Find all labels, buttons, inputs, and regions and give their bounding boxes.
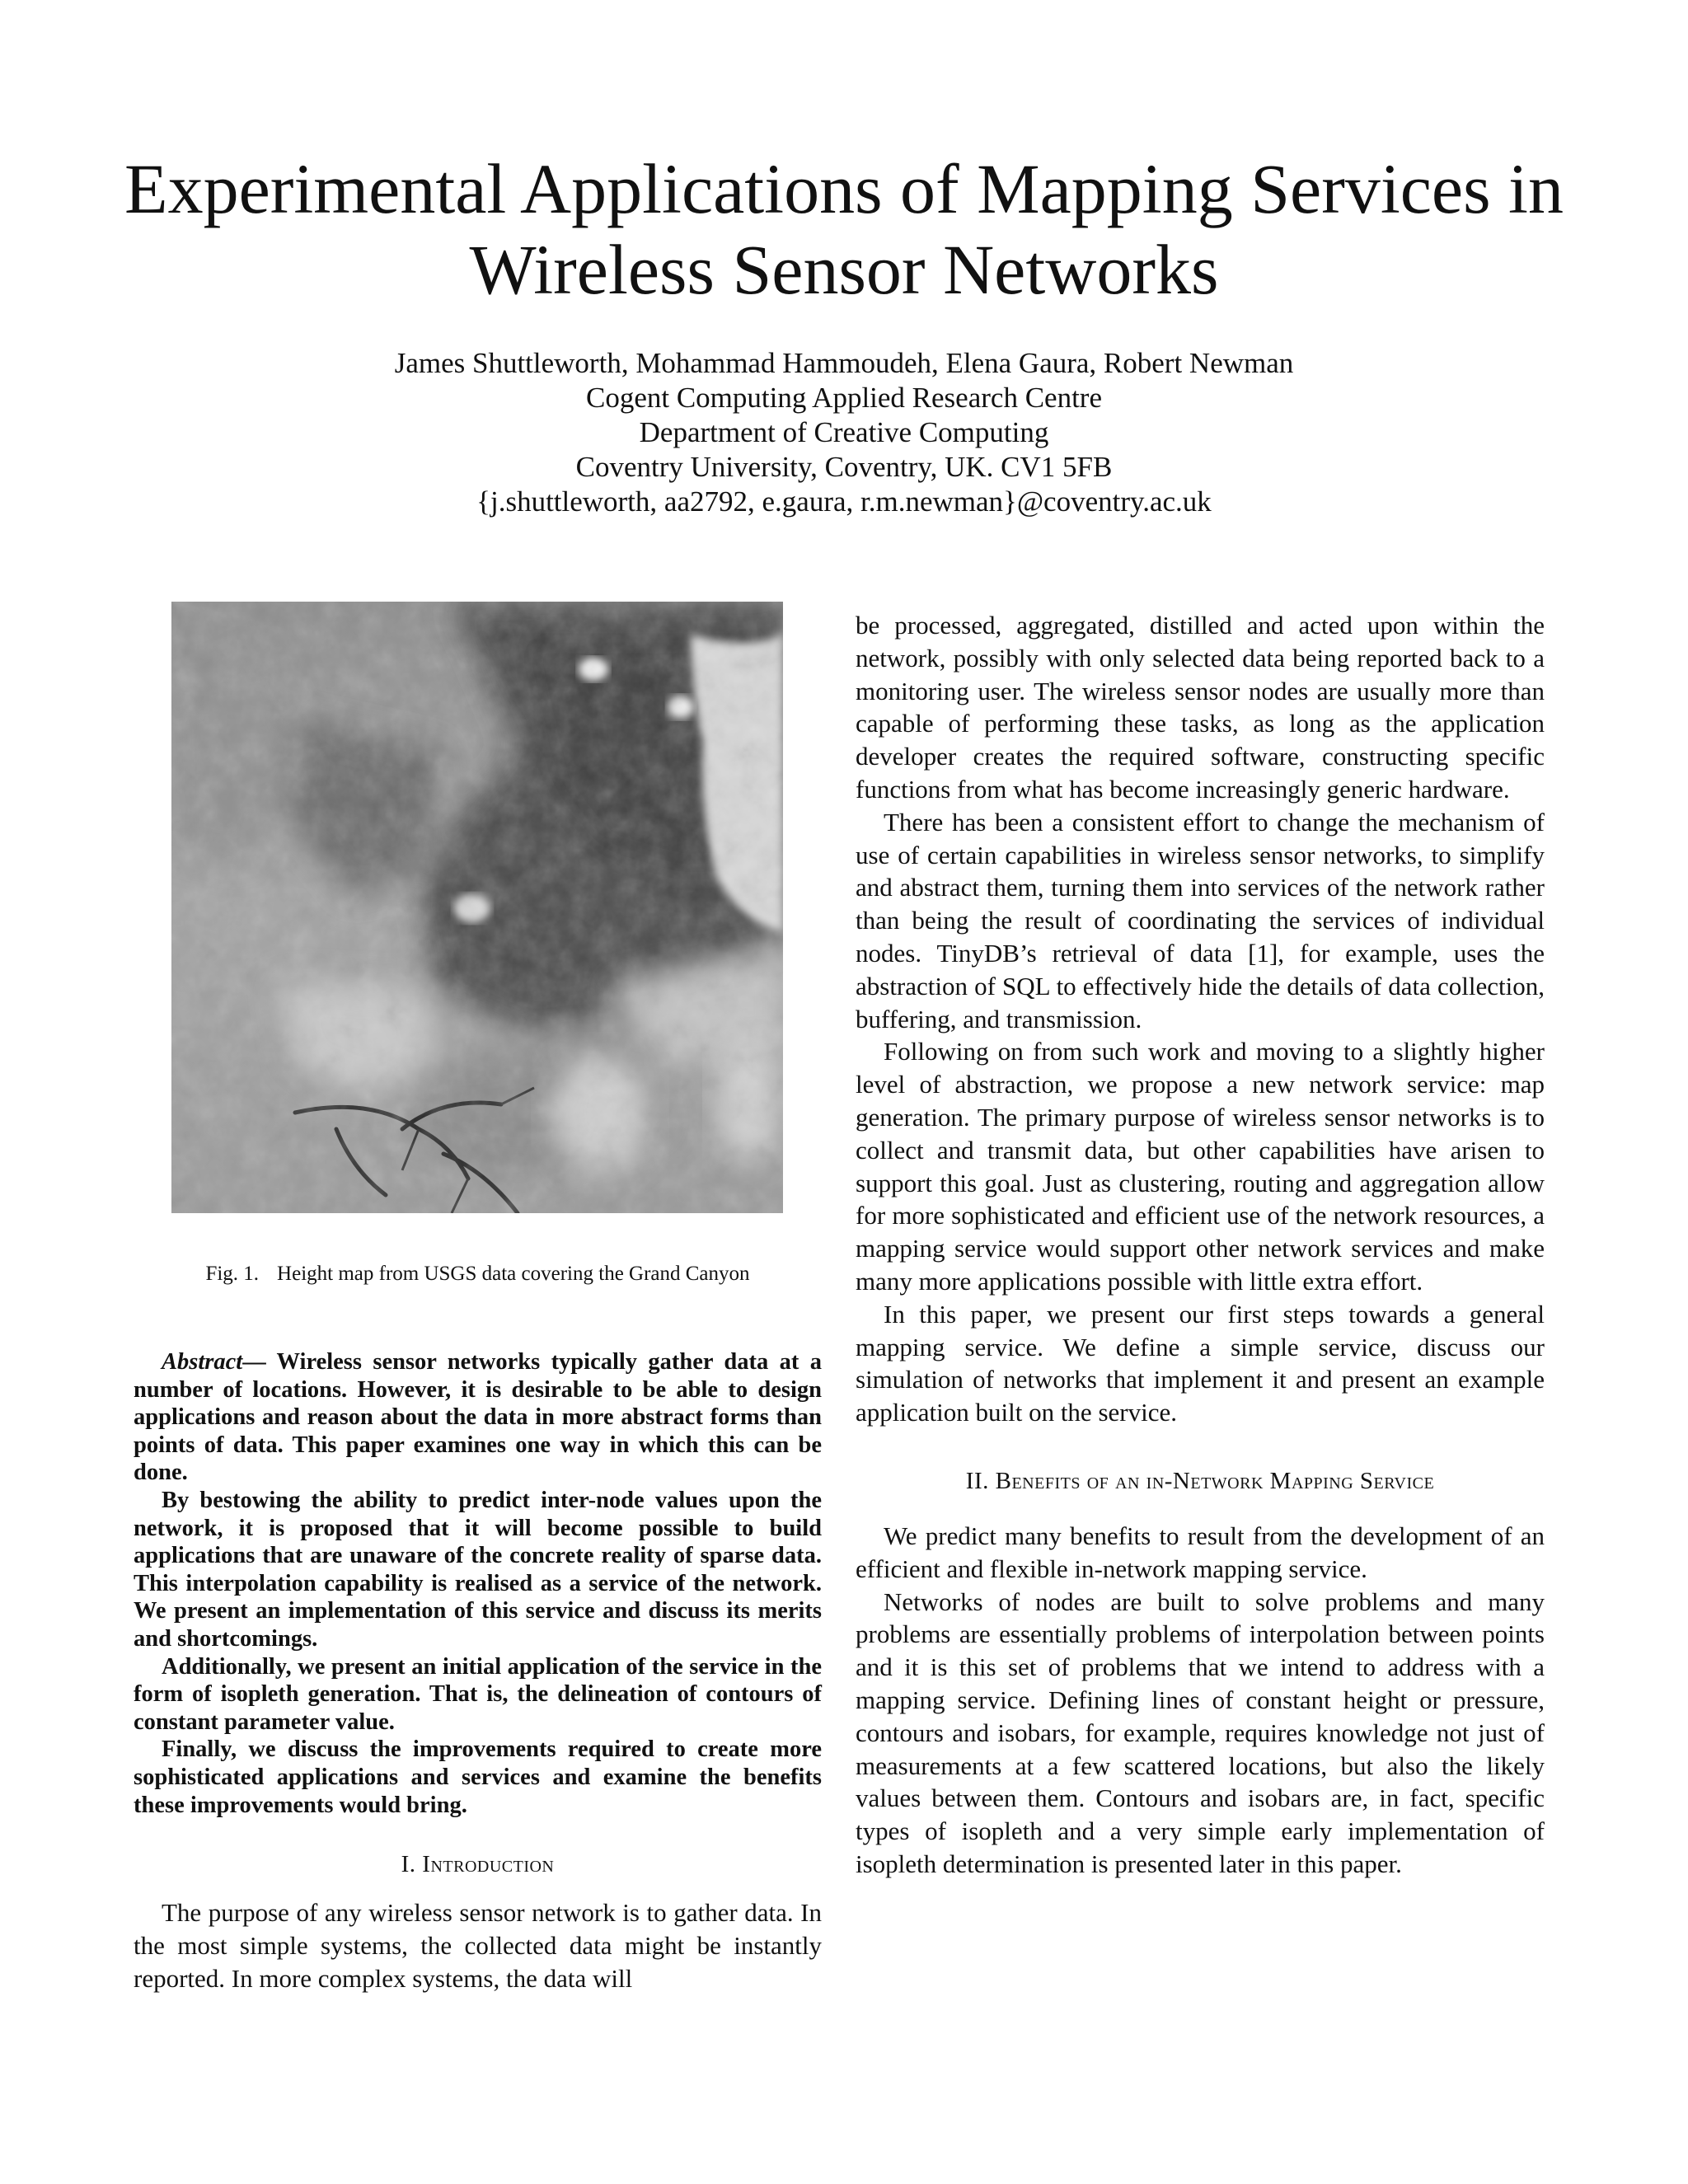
author-names: James Shuttleworth, Mohammad Hammoudeh, Elena Gaura, Robert Newman bbox=[394, 347, 1294, 379]
figure-caption bbox=[134, 1261, 822, 1287]
body-paragraph: Networks of nodes are built to solve problems and many problems are essentially problems of interpolation between points and it is this set of problems that we intend to address with a mapping service. Defining lines of constant height or pressure, contours and isobars, for example, requires knowledge not just of measurements at a few scattered locations, but also the likely values between them. Contours and isobars are, in fact, specific types of isopleth and a very simple early implementation of isopleth determination is presented later in this paper. bbox=[856, 1586, 1545, 1878]
abstract-paragraph bbox=[134, 1348, 822, 1487]
section-title: Introduction bbox=[422, 1851, 555, 1878]
affiliation-line-3: Coventry University, Coventry, UK. CV1 5FB bbox=[575, 451, 1113, 483]
section-title: Benefits of an in-Network Mapping Service bbox=[995, 1467, 1435, 1494]
abstract-paragraph: Additionally, we present an initial application of the service in the form of isopleth generation. That is, the delineation of contours of constant parameter value. bbox=[134, 1653, 822, 1735]
body-paragraph: We predict many benefits to result from the development of an efficient and flexible in-network mapping service. bbox=[856, 1521, 1545, 1583]
abstract-dash: — bbox=[242, 1349, 277, 1375]
right-column bbox=[856, 609, 1545, 1881]
body-paragraph: Following on from such work and moving to a slightly higher level of abstraction, we propose a new network service: map generation. The primary purpose of wireless sensor networks is to collect and transmit data, but other capabilities have arisen to support this goal. Just as clustering, routing and aggregation allow for more sophisticated and efficient use of the network resources, a mapping service would support other network services and make many more applications possible with little extra effort. bbox=[856, 1037, 1545, 1296]
section-numeral: I. bbox=[401, 1851, 416, 1878]
figure-label: Fig. 1. bbox=[205, 1263, 260, 1285]
height-map-image bbox=[171, 602, 783, 1213]
author-emails: {j.shuttleworth, aa2792, e.gaura, r.m.newman}@coventry.ac.uk bbox=[476, 485, 1212, 518]
abstract bbox=[134, 1348, 822, 1819]
body-paragraph: In this paper, we present our first steps towards a general mapping service. We define a simple service, discuss our simulation of networks that implement it and present an example application built on the service. bbox=[856, 1299, 1545, 1427]
body-paragraph: be processed, aggregated, distilled and acted upon within the network, possibly with only selected data being reported back to a monitoring user. The wireless sensor nodes are usually more than capable of performing these tasks, as long as the application developer creates the required software, constructing specific functions from what has become increasingly generic hardware. bbox=[856, 611, 1545, 804]
title-line-2: Wireless Sensor Networks bbox=[469, 230, 1219, 309]
introduction-text bbox=[134, 1896, 822, 1994]
affiliation-line-2: Department of Creative Computing bbox=[639, 416, 1049, 448]
title-line-1: Experimental Applications of Mapping Services in bbox=[124, 149, 1564, 228]
section-heading-introduction bbox=[134, 1850, 822, 1878]
affiliation-line-1: Cogent Computing Applied Research Centre bbox=[585, 382, 1102, 414]
abstract-text: Wireless sensor networks typically gather data at a number of locations. However, it is desirable to be able to design applications and reason about the data in more abstract forms than points of data. This paper examines one way in which this can be done. bbox=[134, 1349, 822, 1486]
body-paragraph: The purpose of any wireless sensor network is to gather data. In the most simple systems, the collected data might be instantly reported. In more complex systems, the data will bbox=[134, 1898, 822, 1993]
figure-caption-text: Height map from USGS data covering the Grand Canyon bbox=[277, 1263, 750, 1285]
abstract-label: Abstract bbox=[162, 1349, 243, 1375]
abstract-paragraph: Finally, we discuss the improvements required to create more sophisticated applications and services and examine the benefits these improvements would bring. bbox=[134, 1736, 822, 1818]
body-paragraph: There has been a consistent effort to change the mechanism of use of certain capabilities in wireless sensor networks, to simplify and abstract them, turning them into services of the network rather than being the result of coordinating the services of individual nodes. TinyDB’s retrieval of data [1], for example, uses the abstraction of SQL to effectively hide the details of data collection, buffering, and transmission. bbox=[856, 807, 1545, 1033]
height-map-figure bbox=[171, 602, 783, 1213]
introduction-continued bbox=[856, 609, 1545, 1429]
section-numeral: II. bbox=[965, 1467, 989, 1494]
section-heading-benefits bbox=[856, 1467, 1545, 1495]
benefits-text bbox=[856, 1520, 1545, 1881]
abstract-paragraph: By bestowing the ability to predict inter-node values upon the network, it is proposed that it will become possible to build applications that are unaware of the concrete reality of sparse data. This interpolation capability is realised as a service of the network. We present an implementation of this service and discuss its merits and shortcomings. bbox=[134, 1487, 822, 1652]
paper-title bbox=[82, 148, 1606, 310]
author-block bbox=[82, 346, 1606, 519]
left-column bbox=[134, 602, 822, 1994]
